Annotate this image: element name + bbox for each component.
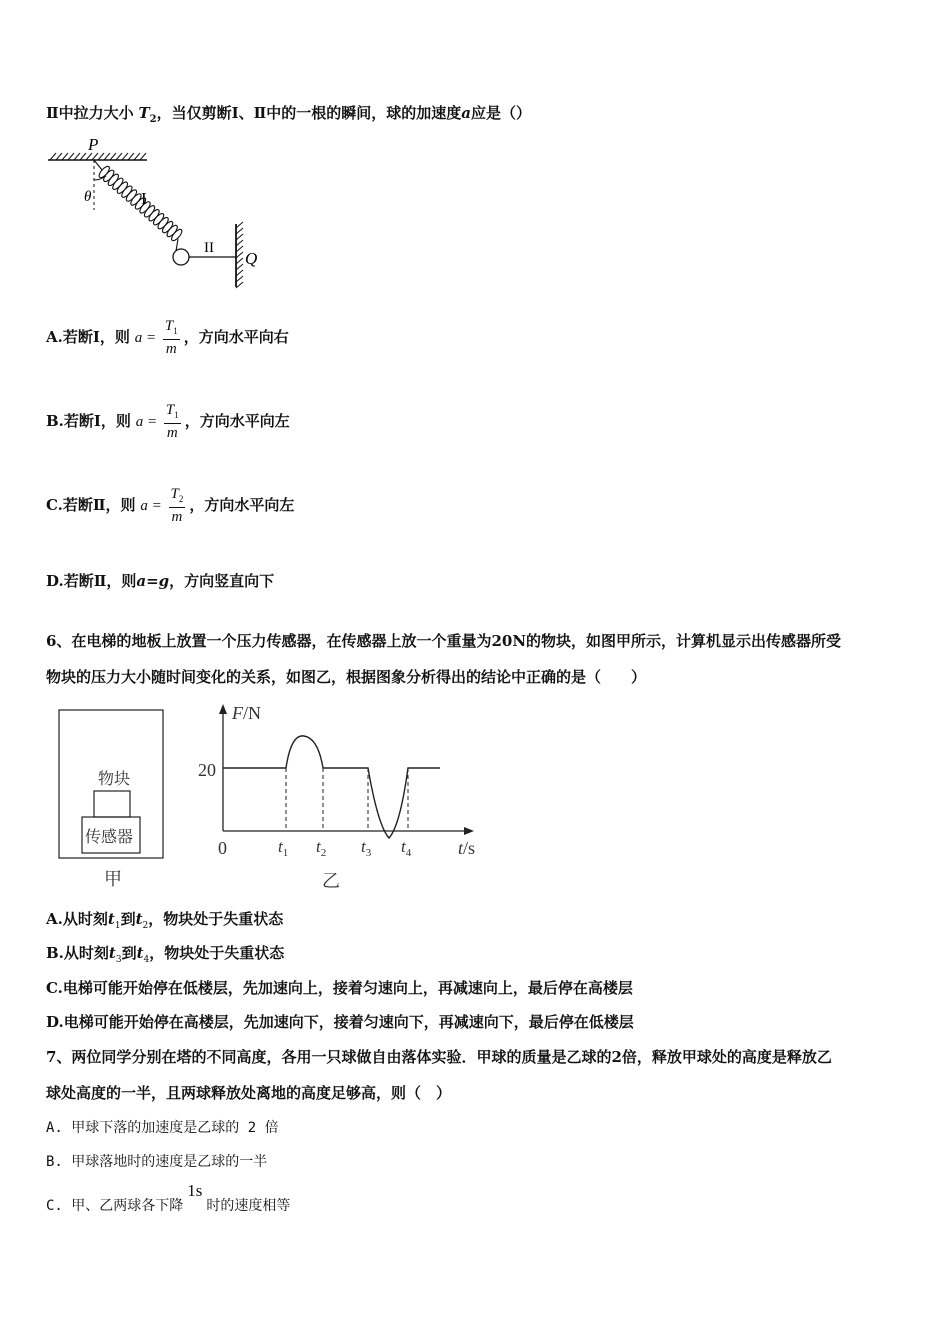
fraction: $\frac{T_1}{m}$ xyxy=(165,402,179,441)
force-curve xyxy=(223,736,440,838)
spring-icon xyxy=(94,160,184,251)
sensor-label: 传感器 xyxy=(85,829,134,846)
label-p: P xyxy=(88,135,99,154)
q7-option-c: C. 甲、乙两球各下降1s时的速度相等 xyxy=(46,1181,291,1214)
tick-t4: $t_4$ xyxy=(401,837,412,859)
y-tick-20: 20 xyxy=(198,760,216,780)
tick-t1: $t_1$ xyxy=(278,837,289,859)
q7-stem-line2: 球处高度的一半，且两球释放处离地的高度足够高，则（ ） xyxy=(46,1084,452,1102)
q5-option-d: D.若断Ⅱ，则a=g，方向竖直向下 xyxy=(46,572,275,590)
fraction: $\frac{T_1}{m}$ xyxy=(164,318,178,357)
q6-option-a: A.从时刻$t_1$到$t_2$，物块处于失重状态 xyxy=(46,910,284,931)
q6-option-b: B.从时刻$t_3$到$t_4$，物块处于失重状态 xyxy=(46,944,285,965)
label-q: Q xyxy=(245,249,258,268)
q5-option-a: A.若断Ⅰ，则 a = $\frac{T_1}{m}$ ，方向水平向右 xyxy=(46,318,289,357)
caption-yi: 乙 xyxy=(322,871,340,891)
q5-option-c: C.若断Ⅱ，则 a = $\frac{T_2}{m}$ ，方向水平向左 xyxy=(46,486,295,525)
elevator-figure xyxy=(58,708,168,890)
spring-ball-figure xyxy=(44,130,274,295)
q7-option-a: A. 甲球下落的加速度是乙球的 2 倍 xyxy=(46,1120,279,1136)
tick-t3: $t_3$ xyxy=(361,837,372,859)
ball-icon xyxy=(173,249,189,265)
q6-option-c: C.电梯可能开始停在低楼层，先加速向上，接着匀速向上，再减速向上，最后停在高楼层 xyxy=(46,979,633,997)
label-theta: θ xyxy=(84,189,92,205)
origin-label: 0 xyxy=(218,838,227,858)
tick-t2: $t_2$ xyxy=(316,837,327,859)
x-axis-label: t/s xyxy=(458,838,476,858)
label-ii: II xyxy=(204,240,214,256)
q6-option-d: D.电梯可能开始停在高楼层，先加速向下，接着匀速向下，再减速向下，最后停在低楼层 xyxy=(46,1013,634,1031)
caption-jia: 甲 xyxy=(104,869,122,889)
q7-option-b: B. 甲球落地时的速度是乙球的一半 xyxy=(46,1154,268,1170)
q5-option-b: B.若断Ⅰ，则 a = $\frac{T_1}{m}$ ，方向水平向左 xyxy=(46,402,290,441)
block-box xyxy=(94,791,130,817)
q6-stem-line1: 6、在电梯的地板上放置一个压力传感器，在传感器上放一个重量为20N的物块，如图甲所示，计算机显示出传感器所受 xyxy=(46,632,842,650)
block-label: 物块 xyxy=(98,771,131,788)
label-i: I xyxy=(141,189,147,208)
q6-stem-line2: 物块的压力大小随时间变化的关系，如图乙，根据图象分析得出的结论中正确的是（ ） xyxy=(46,668,647,686)
q5-stem: Ⅱ中拉力大小 $T_2$，当仅剪断Ⅰ、Ⅱ中的一根的瞬间，球的加速度a应是（） xyxy=(46,104,531,125)
fraction: $\frac{T_2}{m}$ xyxy=(170,486,184,525)
y-axis-label: F/N xyxy=(232,703,261,723)
q7-stem-line1: 7、两位同学分别在塔的不同高度，各用一只球做自由落体实验．甲球的质量是乙球的2倍，释放甲球处的高度是释放乙 xyxy=(46,1048,832,1066)
force-time-graph xyxy=(190,698,490,893)
